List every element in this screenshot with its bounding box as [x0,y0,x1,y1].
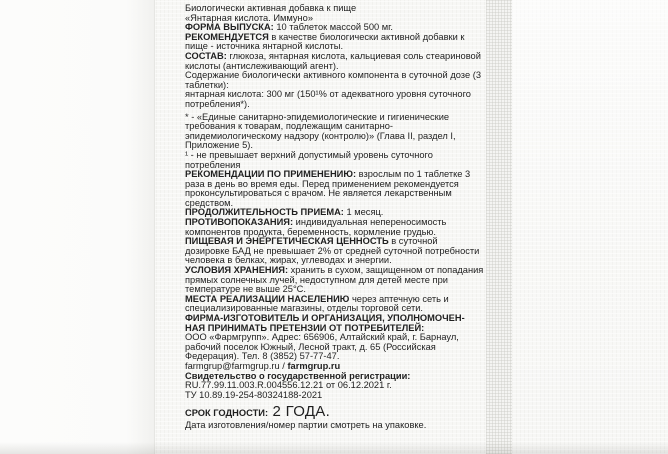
storage-label: УСЛОВИЯ ХРАНЕНИЯ: [185,265,289,276]
composition-section [185,52,484,71]
nutrition-label: ПИЩЕВАЯ И ЭНЕРГЕТИЧЕСКАЯ ЦЕННОСТЬ [185,236,389,247]
shelf-life-value: 2 ГОДА. [268,403,331,421]
duration-text: 1 месяц. [343,207,384,218]
storage-text: хранить в сухом, защищенном от попадания прямых солнечных лучей, недоступном для детей месте при температуре не выше 25°С. [185,265,484,295]
registration-heading-text: Свидетельство о государственной регистрации: [185,370,411,381]
storage-section [185,266,484,295]
package-bottom-shadow [0,442,668,454]
label-text-block [185,4,484,431]
usage-text: взрослым по 1 таблетке 3 раза в день во время еды. Перед применением рекомендуется проконсультироваться с врачом. Не является лекарственным средством. [185,169,471,208]
supplement-type-line: Биологически активная добавка к пище [185,3,357,13]
contraindications-text: индивидуальная непереносимость компонентов продукта, беременность, кормление грудью. [185,217,447,237]
footnote-one: ¹ - не превышает верхний допустимый уровень суточного потребления [185,149,433,170]
package-highlight [512,0,668,454]
recommended-label: РЕКОМЕНДУЕТСЯ [185,31,269,42]
footnote-asterisk: * - «Единые санитарно-эпидемиологические и гигиенические требования к товарам, подлежащим санитарно-эпидемиологическому надзору (контролю)» (Глава II, раздел I, Приложение 5). [185,111,456,151]
contraindications-label: ПРОТИВОПОКАЗАНИЯ: [185,217,294,228]
nutrition-section [185,237,484,266]
shelf-life-label: СРОК ГОДНОСТИ: [185,408,269,419]
batch-note: Дата изготовления/номер партии смотреть на упаковке. [185,420,427,431]
usage-section [185,170,484,208]
usage-label: РЕКОМЕНДАЦИИ ПО ПРИМЕНЕНИЮ: [185,169,357,180]
registration-number: RU.77.99.11.003.R.004556.12.21 от 06.12.2021 г. [185,380,392,391]
recommended-section [185,33,484,52]
product-name-line: «Янтарная кислота. Иммуно» [185,12,314,23]
nutrition-text: в суточной дозировке БАД не превышает 2% от средней суточной потребности человека в белках, жирах, углеводах и энергии. [185,236,480,266]
email-text: farmgrup@farmgrup.ru / [185,360,288,371]
website-text: farmgrup.ru [287,360,341,371]
shelf-life-section [185,404,484,421]
daily-dose-value: янтарная кислота: 300 мг (150¹% от адекватного уровня суточного потребления*). [185,89,471,109]
distribution-section [185,295,484,314]
background-left-area [0,0,155,454]
form-label: ФОРМА ВЫПУСКА: [185,22,274,33]
package-crimp-band [486,0,512,454]
manufacturer-heading-text: ФИРМА-ИЗГОТОВИТЕЛЬ И ОРГАНИЗАЦИЯ, УПОЛНОМОЧЕН-НАЯ ПРИНИМАТЬ ПРЕТЕНЗИИ ОТ ПОТРЕБИТЕЛЕЙ: [185,313,465,333]
tu-number: ТУ 10.89.19-254-80324188-2021 [185,389,323,400]
daily-dose-intro: Содержание биологически активного компонента в суточной дозе (3 таблетки): [185,70,481,90]
recommended-text: в качестве биологически активной добавки к пище - источника янтарной кислоты. [185,31,465,52]
duration-label: ПРОДОЛЖИТЕЛЬНОСТЬ ПРИЕМА: [185,207,344,218]
contraindications-section [185,218,484,237]
distribution-label: МЕСТА РЕАЛИЗАЦИИ НАСЕЛЕНИЮ [185,293,350,304]
form-text: 10 таблеток массой 500 мг. [273,22,393,33]
manufacturer-heading [185,314,484,333]
distribution-text: через аптечную сеть и специализированные магазины, отделы торговой сети. [185,293,449,314]
composition-text: глюкоза, янтарная кислота, кальциевая соль стеариновой кислоты (антислеживающий агент). [185,50,481,71]
manufacturer-info: ООО «Фармгрупп». Адрес: 656906, Алтайский край, г. Барнаул, рабочий поселок Южный, Лесной тракт, д. 65 (Российская Федерация). Тел. 8 (3852) 57-77-47. [185,332,459,362]
composition-label: СОСТАВ: [185,50,227,61]
